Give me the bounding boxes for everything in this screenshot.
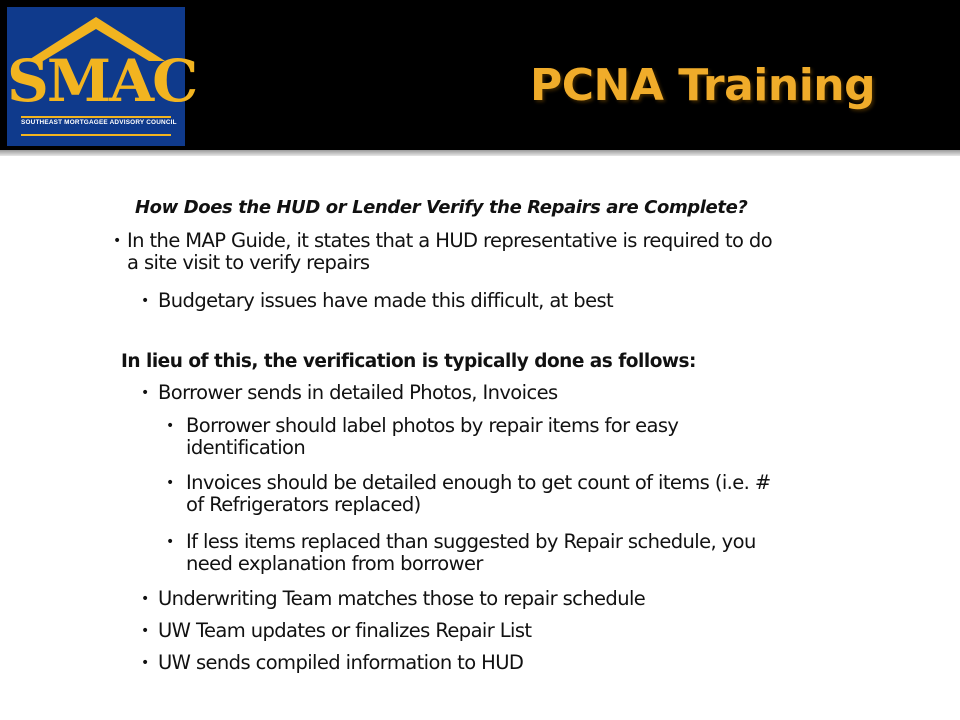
invoices-line-2: of Refrigerators replaced): [186, 493, 421, 516]
budget-item: Budgetary issues have made this difficult, at best: [158, 289, 614, 312]
label-photos-line-2: identification: [186, 436, 306, 459]
bullet-dot: •: [141, 623, 150, 639]
in-lieu-heading: In lieu of this, the verification is typically done as follows:: [121, 351, 696, 372]
uw-update-item: UW Team updates or finalizes Repair List: [158, 619, 532, 642]
uw-send-item: UW sends compiled information to HUD: [158, 651, 524, 674]
bullet-dot: •: [166, 534, 175, 550]
less-items-line-1: If less items replaced than suggested by Repair schedule, you: [186, 530, 756, 553]
bullet-dot: •: [141, 655, 150, 671]
bullet-dot: •: [166, 418, 175, 434]
bullet-dot: •: [166, 475, 175, 491]
slide-title: PCNA Training: [530, 60, 876, 111]
logo-wordmark: SMAC: [7, 47, 197, 115]
smac-logo: [7, 7, 197, 146]
bullet-dot: •: [113, 233, 122, 249]
less-items-line-2: need explanation from borrower: [186, 552, 483, 575]
bullet-dot: •: [141, 385, 150, 401]
map-guide-line-2: a site visit to verify repairs: [127, 251, 370, 274]
invoices-line-1: Invoices should be detailed enough to get count of items (i.e. #: [186, 471, 771, 494]
label-photos-line-1: Borrower should label photos by repair items for easy: [186, 414, 679, 437]
bullet-dot: •: [141, 293, 150, 309]
question-heading: How Does the HUD or Lender Verify the Repairs are Complete?: [135, 197, 748, 218]
uw-match-item: Underwriting Team matches those to repair schedule: [158, 587, 646, 610]
bullet-dot: •: [141, 591, 150, 607]
photos-item: Borrower sends in detailed Photos, Invoices: [158, 381, 558, 404]
map-guide-line-1: In the MAP Guide, it states that a HUD representative is required to do: [127, 229, 773, 252]
logo-subtitle: SOUTHEAST MORTGAGEE ADVISORY COUNCIL: [21, 119, 177, 126]
header-divider: [0, 150, 960, 156]
